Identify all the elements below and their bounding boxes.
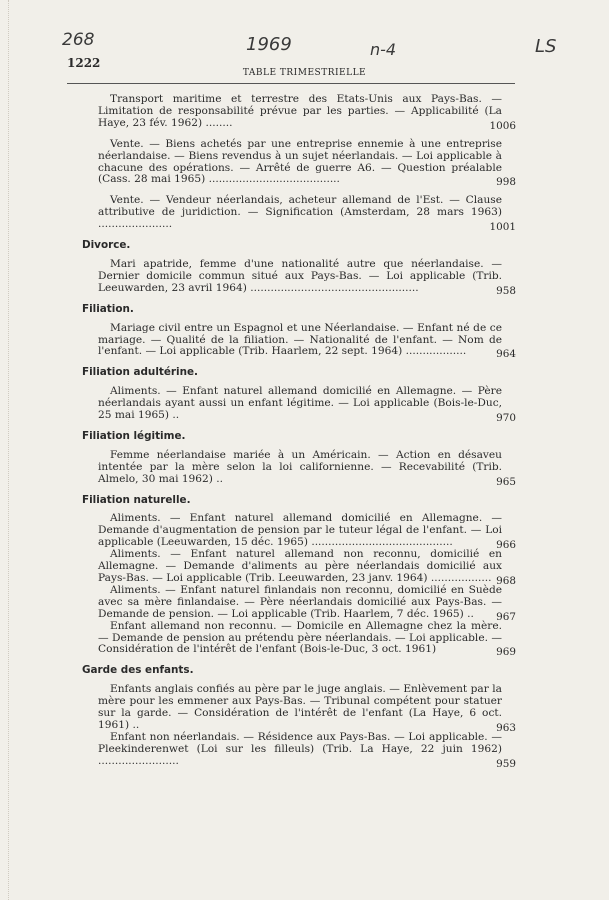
running-head: TABLE TRIMESTRIELLE: [242, 68, 367, 78]
entry-text: Enfant non néerlandais. — Résidence aux Pays-Bas. — Loi applicable. — Pleekinderenwet (Loi sur les filleuls) (Trib. La Haye, 22 juin 1962) ........................: [98, 730, 502, 767]
entry-page-ref: 1006: [489, 119, 516, 132]
page-number: 1222: [67, 56, 101, 70]
entry-page-ref: 1001: [489, 221, 516, 234]
index-entry: [82, 730, 516, 770]
entry-page-ref: 964: [496, 348, 516, 361]
index-entry: [82, 93, 516, 132]
index-content: [82, 93, 516, 770]
entry-text: Transport maritime et terrestre des Etats-Unis aux Pays-Bas. — Limitation de responsabilité prévue par les parties. — Applicabilité (La Haye, 23 fév. 1962) ........: [98, 93, 502, 129]
entry-text: Aliments. — Enfant naturel allemand non reconnu, domicilié en Allemagne. — Demande d'aliments au père néerlandais domicilié aux Pays-Bas. — Loi applicable (Trib. Leeuwarden, 23 janv. 1964) ..................: [98, 548, 502, 584]
index-entry: [82, 448, 516, 488]
handwritten-note-year: 1969: [246, 34, 292, 55]
entry-text: Enfants anglais confiés au père par le juge anglais. — Enlèvement par la mère pour les emmener aux Pays-Bas. — Tribunal compétent pour statuer sur la garde. — Considération de l'intérêt de l'enfant (La Haye, 6 oct. 1961) ..: [98, 683, 502, 731]
entry-text: Aliments. — Enfant naturel allemand domicilié en Allemagne. — Père néerlandais ayant aussi un enfant légitime. — Loi applicable (Bois-le-Duc, 25 mai 1965) ..: [98, 385, 502, 422]
section-heading-filiation: Filiation.: [82, 302, 134, 315]
entry-page-ref: 969: [496, 646, 516, 659]
index-entry: [82, 385, 516, 425]
handwritten-note-left: 268: [62, 30, 95, 50]
entry-page-ref: 968: [496, 575, 516, 587]
entry-page-ref: 958: [496, 284, 516, 297]
index-entry: [82, 583, 516, 623]
entry-text: Aliments. — Enfant naturel finlandais non reconnu, domicilié en Suède avec sa mère finlandaise. — Père néerlandais domicilié aux Pays-Bas. — Demande de pension. — Loi applicable (Trib. Haarlem, 7 déc. 1965) ..: [98, 583, 502, 620]
index-entry: [82, 257, 516, 297]
entry-text: Vente. — Biens achetés par une entreprise ennemie à une entreprise néerlandaise. — Biens revendus à un sujet néerlandais. — Loi applicable à chacune des opérations. — Arrêté de guerre A6. — Question préalable (Cass. 28 mai 1965) .......................................: [98, 137, 502, 186]
section-heading-filiation-adulterine: Filiation adultérine.: [82, 366, 198, 379]
entry-page-ref: 963: [496, 721, 516, 734]
index-entry: [82, 137, 516, 189]
index-entry: [82, 619, 516, 659]
entry-page-ref: 998: [496, 176, 516, 189]
handwritten-note-issue: n-4: [370, 40, 397, 59]
entry-page-ref: 959: [496, 757, 516, 770]
entry-text: Aliments. — Enfant naturel allemand domicilié en Allemagne. — Demande d'augmentation de pension par le tuteur légal de l'enfant. — Loi applicable (Leeuwarden, 15 déc. 1965) ..........................................: [98, 512, 502, 549]
index-entry: [82, 321, 516, 361]
section-heading-divorce: Divorce.: [82, 239, 131, 252]
entry-page-ref: 966: [496, 539, 516, 552]
entry-text: Mariage civil entre un Espagnol et une Néerlandaise. — Enfant né de ce mariage. — Qualité de la filiation. — Nationalité de l'enfant. — Nom de l'enfant. — Loi applicable (Trib. Haarlem, 22 sept. 1964) ..................: [98, 321, 502, 358]
index-entry: [82, 683, 516, 734]
header-rule: [67, 83, 515, 84]
entry-page-ref: 970: [496, 412, 516, 425]
entry-page-ref: 967: [496, 610, 516, 623]
handwritten-note-right: LS: [535, 36, 557, 57]
section-heading-garde-des-enfants: Garde des enfants.: [82, 664, 194, 677]
section-heading-filiation-legitime: Filiation légitime.: [82, 429, 186, 442]
entry-page-ref: 965: [496, 475, 516, 488]
index-entry: [82, 512, 516, 552]
margin-fold-mark: [8, 0, 12, 900]
section-heading-filiation-naturelle: Filiation naturelle.: [82, 493, 191, 506]
entry-text: Mari apatride, femme d'une nationalité autre que néerlandaise. — Dernier domicile commun situé aux Pays-Bas. — Loi applicable (Trib. Leeuwarden, 23 avril 1964) ..................................................: [98, 257, 502, 294]
entry-text: Enfant allemand non reconnu. — Domicile en Allemagne chez la mère. — Demande de pension au prétendu père néerlandais. — Loi applicable. — Considération de l'intérêt de l'enfant (Bois-le-Duc, 3 oct. 1961): [98, 619, 502, 656]
entry-text: Vente. — Vendeur néerlandais, acheteur allemand de l'Est. — Clause attributive de juridiction. — Signification (Amsterdam, 28 mars 1963) ......................: [98, 194, 502, 231]
index-entry: [82, 194, 516, 234]
entry-text: Femme néerlandaise mariée à un Américain. — Action en désaveu intentée par la mère selon la loi californienne. — Recevabilité (Trib. Almelo, 30 mai 1962) ..: [98, 448, 502, 485]
index-entry: [82, 548, 516, 587]
